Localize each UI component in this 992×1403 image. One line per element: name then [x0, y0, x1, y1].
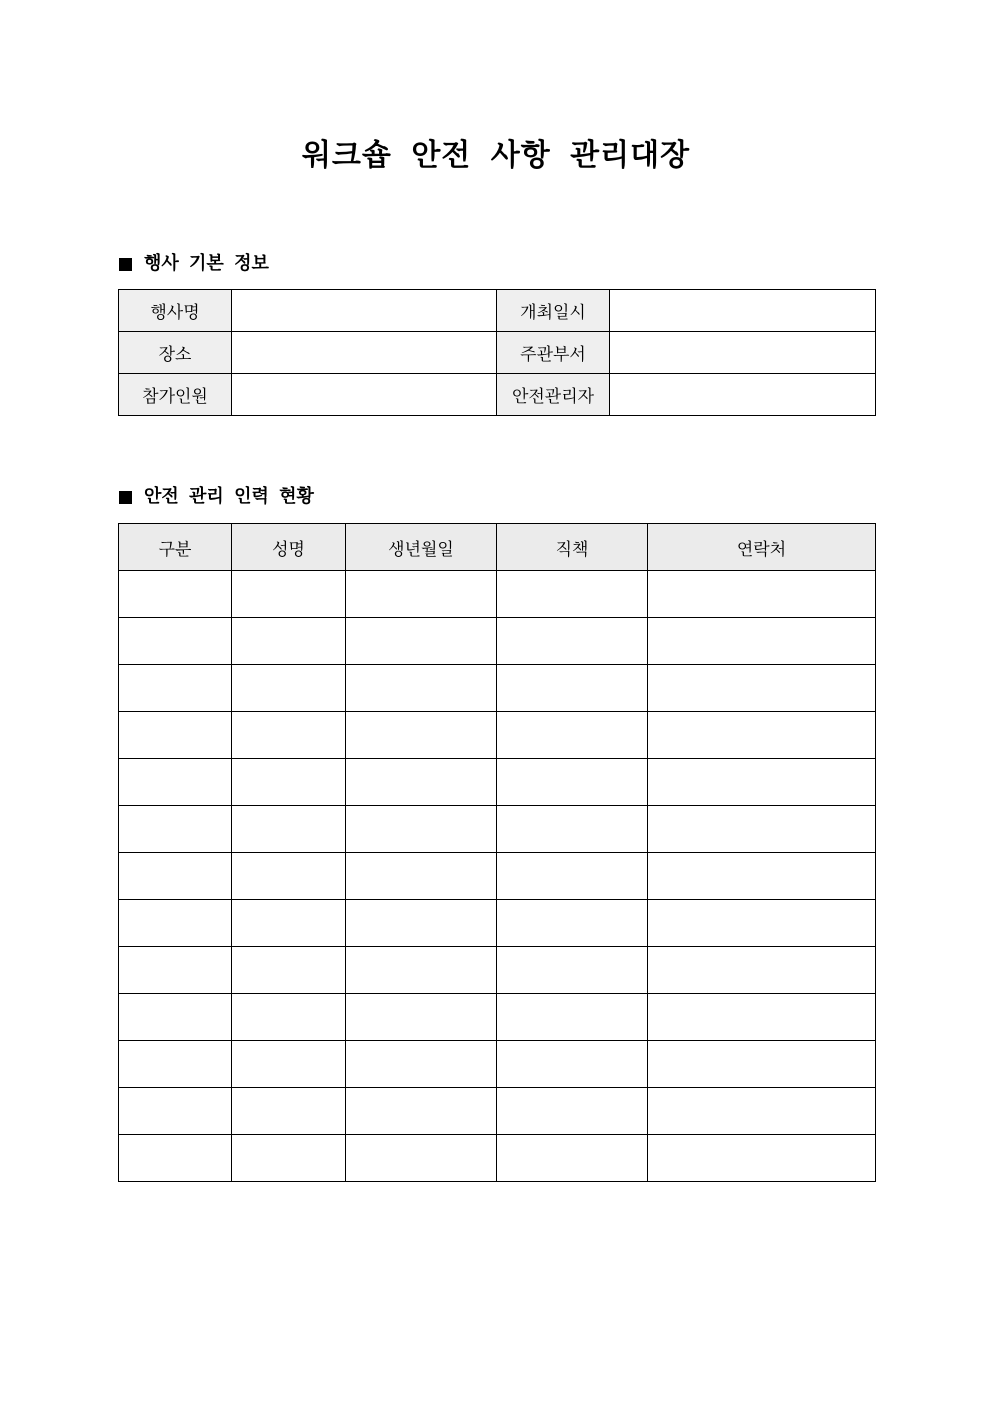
staff-table-header-row: [119, 524, 876, 571]
table-cell[interactable]: [648, 618, 876, 665]
section-heading-text: 안전 관리 인력 현황: [144, 486, 314, 507]
table-row: [119, 712, 876, 759]
table-row: [119, 759, 876, 806]
section-heading-basic-info: [119, 252, 269, 276]
table-cell[interactable]: [497, 853, 648, 900]
table-cell[interactable]: [648, 994, 876, 1041]
table-cell[interactable]: [119, 853, 232, 900]
table-cell[interactable]: [497, 571, 648, 618]
table-cell[interactable]: [119, 1135, 232, 1182]
column-header: 성명: [232, 524, 346, 571]
table-cell[interactable]: [232, 900, 346, 947]
table-row: [119, 1041, 876, 1088]
table-row: [119, 947, 876, 994]
table-cell[interactable]: [119, 759, 232, 806]
info-label: 행사명: [119, 290, 232, 332]
column-header: 생년월일: [346, 524, 497, 571]
table-row: [119, 1088, 876, 1135]
table-cell[interactable]: [232, 994, 346, 1041]
info-value-field[interactable]: [610, 332, 876, 374]
info-label: 안전관리자: [497, 374, 610, 416]
info-value-field[interactable]: [610, 374, 876, 416]
table-cell[interactable]: [497, 1088, 648, 1135]
table-cell[interactable]: [346, 994, 497, 1041]
table-cell[interactable]: [346, 947, 497, 994]
table-row: [119, 665, 876, 712]
table-cell[interactable]: [346, 571, 497, 618]
info-label: 주관부서: [497, 332, 610, 374]
table-cell[interactable]: [346, 1088, 497, 1135]
table-cell[interactable]: [232, 1088, 346, 1135]
table-row: [119, 618, 876, 665]
table-row: [119, 1135, 876, 1182]
table-cell[interactable]: [648, 759, 876, 806]
table-cell[interactable]: [648, 900, 876, 947]
column-header: 직책: [497, 524, 648, 571]
table-cell[interactable]: [497, 806, 648, 853]
table-row: [119, 900, 876, 947]
table-cell[interactable]: [346, 712, 497, 759]
table-cell[interactable]: [119, 806, 232, 853]
table-row: [119, 994, 876, 1041]
table-cell[interactable]: [232, 853, 346, 900]
table-cell[interactable]: [232, 806, 346, 853]
table-cell[interactable]: [232, 618, 346, 665]
table-cell[interactable]: [119, 900, 232, 947]
table-cell[interactable]: [648, 1041, 876, 1088]
column-header: 구분: [119, 524, 232, 571]
table-cell[interactable]: [346, 618, 497, 665]
table-cell[interactable]: [119, 1088, 232, 1135]
table-cell[interactable]: [648, 806, 876, 853]
table-cell[interactable]: [346, 1135, 497, 1182]
info-label: 참가인원: [119, 374, 232, 416]
table-cell[interactable]: [232, 947, 346, 994]
column-header: 연락처: [648, 524, 876, 571]
document-title: 워크숍 안전 사항 관리대장: [301, 138, 691, 173]
info-label: 개최일시: [497, 290, 610, 332]
table-row: [119, 853, 876, 900]
table-cell[interactable]: [119, 1041, 232, 1088]
table-cell[interactable]: [232, 712, 346, 759]
table-cell[interactable]: [648, 1088, 876, 1135]
table-cell[interactable]: [497, 712, 648, 759]
info-label: 장소: [119, 332, 232, 374]
table-cell[interactable]: [648, 853, 876, 900]
basic-info-table: [118, 289, 876, 416]
table-cell[interactable]: [119, 571, 232, 618]
square-bullet-icon: [119, 258, 132, 271]
table-cell[interactable]: [346, 900, 497, 947]
table-cell[interactable]: [497, 994, 648, 1041]
table-cell[interactable]: [648, 665, 876, 712]
table-cell[interactable]: [119, 994, 232, 1041]
table-cell[interactable]: [346, 759, 497, 806]
table-cell[interactable]: [119, 947, 232, 994]
info-value-field[interactable]: [610, 290, 876, 332]
section-heading-staff: [119, 485, 314, 509]
table-cell[interactable]: [119, 712, 232, 759]
table-cell[interactable]: [346, 1041, 497, 1088]
table-cell[interactable]: [232, 1135, 346, 1182]
info-row: [119, 332, 876, 374]
table-cell[interactable]: [497, 665, 648, 712]
table-cell[interactable]: [497, 947, 648, 994]
table-cell[interactable]: [346, 665, 497, 712]
square-bullet-icon: [119, 491, 132, 504]
table-cell[interactable]: [119, 618, 232, 665]
table-cell[interactable]: [497, 1135, 648, 1182]
table-cell[interactable]: [648, 571, 876, 618]
table-cell[interactable]: [232, 1041, 346, 1088]
table-cell[interactable]: [648, 947, 876, 994]
table-cell[interactable]: [648, 712, 876, 759]
staff-table: [118, 523, 876, 1182]
table-cell[interactable]: [119, 665, 232, 712]
table-cell[interactable]: [497, 759, 648, 806]
table-row: [119, 571, 876, 618]
table-cell[interactable]: [232, 571, 346, 618]
table-cell[interactable]: [346, 806, 497, 853]
table-cell[interactable]: [346, 853, 497, 900]
table-cell[interactable]: [497, 618, 648, 665]
table-cell[interactable]: [497, 900, 648, 947]
section-heading-text: 행사 기본 정보: [144, 253, 269, 274]
table-cell[interactable]: [648, 1135, 876, 1182]
info-row: [119, 290, 876, 332]
info-value-field[interactable]: [232, 374, 497, 416]
table-cell[interactable]: [497, 1041, 648, 1088]
info-value-field[interactable]: [232, 290, 497, 332]
info-row: [119, 374, 876, 416]
table-row: [119, 806, 876, 853]
info-value-field[interactable]: [232, 332, 497, 374]
table-cell[interactable]: [232, 759, 346, 806]
table-cell[interactable]: [232, 665, 346, 712]
